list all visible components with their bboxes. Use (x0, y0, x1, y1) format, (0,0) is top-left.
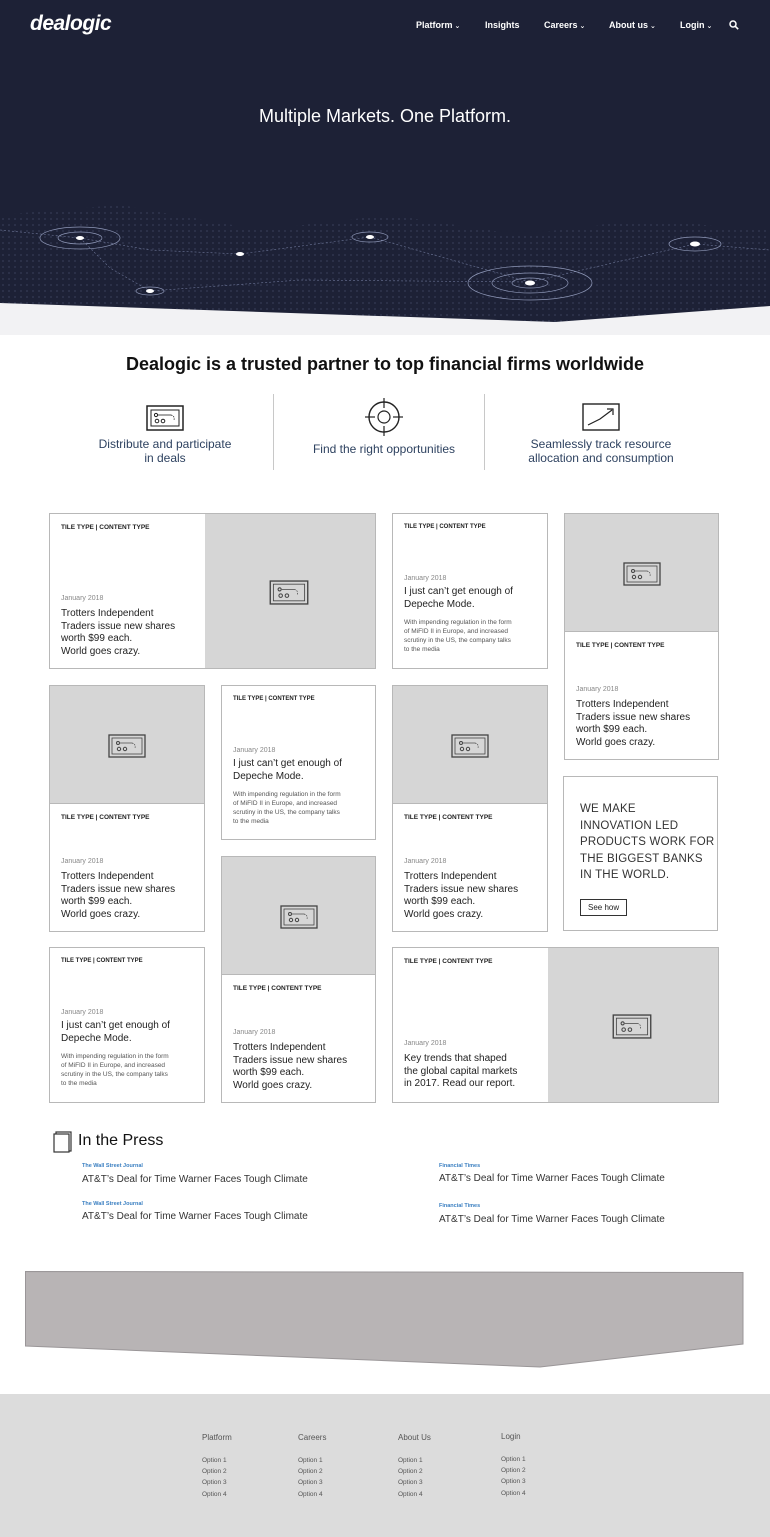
footer-option[interactable]: Option 2 (398, 1468, 423, 1475)
trust-heading: Dealogic is a trusted partner to top financial firms worldwide (125, 354, 645, 374)
press-article-link[interactable]: AT&T’s Deal for Time Warner Faces Tough Climate (82, 1174, 308, 1185)
tile-body: With impending regulation in the form of MiFID II in Europe, and increased scrutiny in the US, the company talks to the media (404, 619, 512, 653)
trend-chart-icon (582, 403, 620, 431)
target-icon (365, 398, 403, 436)
tile-type-label: TILE TYPE | CONTENT TYPE (404, 524, 486, 530)
tile-tall-trotters-3[interactable] (392, 685, 548, 932)
feature-track-line1: Seamlessly track resource (530, 437, 672, 451)
tile-image-placeholder (50, 686, 205, 804)
footer-option[interactable]: Option 3 (202, 1479, 227, 1486)
tile-type-label: TILE TYPE | CONTENT TYPE (233, 696, 315, 702)
tile-tall-trotters-1[interactable] (564, 513, 719, 760)
feature-opportunities-line1: Find the right opportunities (312, 442, 456, 456)
deal-board-icon (146, 405, 184, 431)
tile-headline: Key trends that shaped the global capital markets in 2017. Read our report. (404, 1053, 518, 1089)
tile-headline: I just can’t get enough of Depeche Mode. (61, 1020, 170, 1044)
footer-option[interactable]: Option 3 (298, 1479, 323, 1486)
press-source[interactable]: Financial Times (439, 1163, 481, 1169)
footer-col-careers[interactable]: Careers (298, 1433, 327, 1442)
tile-type-label: TILE TYPE | CONTENT TYPE (233, 985, 322, 992)
tile-depeche-1[interactable] (392, 513, 548, 669)
nav-platform[interactable]: Platform ⌄ (416, 20, 461, 30)
tile-image-placeholder (205, 514, 376, 669)
tile-type-label: TILE TYPE | CONTENT TYPE (576, 642, 665, 649)
feature-divider (273, 394, 274, 470)
main-nav (0, 20, 770, 32)
tile-date: January 2018 (404, 1040, 447, 1047)
footer-option[interactable]: Option 1 (298, 1457, 323, 1464)
footer-option[interactable]: Option 1 (202, 1457, 227, 1464)
chevron-down-icon: ⌄ (579, 23, 586, 30)
tile-image-placeholder (222, 857, 376, 975)
tile-date: January 2018 (61, 1009, 104, 1016)
tile-headline: Trotters Independent Traders issue new shares worth $99 each. World goes crazy. (404, 871, 519, 920)
footer-option[interactable]: Option 4 (202, 1491, 227, 1498)
tile-wide-trotters[interactable] (49, 513, 376, 669)
feature-distribute-line2: in deals (144, 451, 186, 465)
tile-depeche-3[interactable] (49, 947, 205, 1103)
footer-option[interactable]: Option 3 (398, 1479, 423, 1486)
feature-divider (484, 394, 485, 470)
tile-date: January 2018 (233, 1029, 276, 1036)
tile-type-label: TILE TYPE | CONTENT TYPE (404, 958, 493, 965)
hero-network-graphic (0, 0, 770, 335)
press-article-link[interactable]: AT&T’s Deal for Time Warner Faces Tough Climate (439, 1173, 665, 1184)
press-article-link[interactable]: AT&T’s Deal for Time Warner Faces Tough Climate (439, 1214, 665, 1225)
feature-track-line2: allocation and consumption (528, 451, 674, 465)
promo-banner-placeholder (25, 1271, 745, 1371)
press-source[interactable]: The Wall Street Journal (82, 1201, 143, 1207)
footer-col-platform[interactable]: Platform (202, 1433, 232, 1442)
footer-option[interactable]: Option 2 (501, 1467, 526, 1474)
tile-type-label: TILE TYPE | CONTENT TYPE (61, 814, 150, 821)
footer-option[interactable]: Option 4 (501, 1490, 526, 1497)
feature-opportunities (300, 398, 468, 456)
nav-careers[interactable]: Careers ⌄ (544, 20, 586, 30)
tile-type-label: TILE TYPE | CONTENT TYPE (61, 524, 150, 531)
promo-text: WE MAKE INNOVATION LED PRODUCTS WORK FOR THE BIGGEST BANKS IN THE WORLD. (580, 803, 715, 881)
feature-track (510, 403, 692, 465)
image-placeholder-icon (612, 1014, 652, 1039)
feature-distribute (85, 405, 245, 465)
tile-date: January 2018 (61, 595, 104, 602)
tile-depeche-2[interactable] (221, 685, 376, 840)
footer-option[interactable]: Option 2 (202, 1468, 227, 1475)
tile-headline: Trotters Independent Traders issue new shares worth $99 each. World goes crazy. (61, 608, 176, 657)
tile-promo (563, 776, 718, 931)
tile-headline: Trotters Independent Traders issue new shares worth $99 each. World goes crazy. (61, 871, 176, 920)
tile-date: January 2018 (404, 575, 447, 582)
tile-image-placeholder (565, 514, 719, 632)
chevron-down-icon: ⌄ (650, 23, 656, 30)
tile-type-label: TILE TYPE | CONTENT TYPE (61, 958, 143, 964)
chevron-down-icon: ⌄ (454, 23, 461, 30)
tile-body: With impending regulation in the form of MiFID II in Europe, and increased scrutiny in the US, the company talks to the media (61, 1053, 169, 1087)
tile-wide-key-trends[interactable] (392, 947, 719, 1103)
image-placeholder-icon (280, 905, 318, 929)
image-placeholder-icon (623, 562, 661, 586)
hero-title: Multiple Markets. One Platform. (258, 106, 512, 126)
footer-option[interactable]: Option 1 (398, 1457, 423, 1464)
see-how-button[interactable]: See how (580, 899, 627, 916)
press-document-icon (53, 1131, 73, 1153)
tile-date: January 2018 (576, 686, 619, 693)
feature-distribute-line1: Distribute and participate (98, 437, 232, 451)
tile-headline: Trotters Independent Traders issue new shares worth $99 each. World goes crazy. (233, 1042, 348, 1091)
tile-image-placeholder (393, 686, 548, 804)
nav-about-us[interactable]: About us ⌄ (609, 20, 656, 30)
hero-section (0, 0, 770, 335)
tile-type-label: TILE TYPE | CONTENT TYPE (404, 814, 493, 821)
tile-tall-trotters-4[interactable] (221, 856, 376, 1103)
press-source[interactable]: The Wall Street Journal (82, 1163, 143, 1169)
chevron-down-icon: ⌄ (706, 23, 713, 30)
tile-headline: Trotters Independent Traders issue new shares worth $99 each. World goes crazy. (576, 699, 691, 748)
tile-date: January 2018 (233, 747, 276, 754)
nav-insights[interactable]: Insights (485, 20, 520, 30)
press-article-link[interactable]: AT&T’s Deal for Time Warner Faces Tough Climate (82, 1211, 308, 1222)
tile-headline: I just can’t get enough of Depeche Mode. (404, 586, 513, 610)
search-icon[interactable] (729, 20, 739, 30)
footer-option[interactable]: Option 3 (501, 1478, 526, 1485)
image-placeholder-icon (451, 734, 489, 758)
press-heading: In the Press (78, 1132, 164, 1149)
tile-image-placeholder (548, 948, 719, 1103)
footer-option[interactable]: Option 4 (398, 1491, 423, 1498)
footer-col-about-us[interactable]: About Us (398, 1433, 431, 1442)
image-placeholder-icon (269, 580, 309, 605)
image-placeholder-icon (108, 734, 146, 758)
footer-option[interactable]: Option 4 (298, 1491, 323, 1498)
footer-option[interactable]: Option 2 (298, 1468, 323, 1475)
tile-headline: I just can’t get enough of Depeche Mode. (233, 758, 342, 782)
dealogic-logo[interactable]: dealogic (30, 12, 112, 35)
footer (0, 1394, 770, 1537)
footer-col-login[interactable]: Login (501, 1432, 521, 1441)
tile-date: January 2018 (404, 858, 447, 865)
nav-login[interactable]: Login ⌄ (680, 20, 713, 30)
tile-tall-trotters-2[interactable] (49, 685, 205, 932)
tile-date: January 2018 (61, 858, 104, 865)
footer-option[interactable]: Option 1 (501, 1456, 526, 1463)
tile-body: With impending regulation in the form of MiFID II in Europe, and increased scrutiny in the US, the company talks to the media (233, 791, 341, 825)
press-source[interactable]: Financial Times (439, 1203, 481, 1209)
